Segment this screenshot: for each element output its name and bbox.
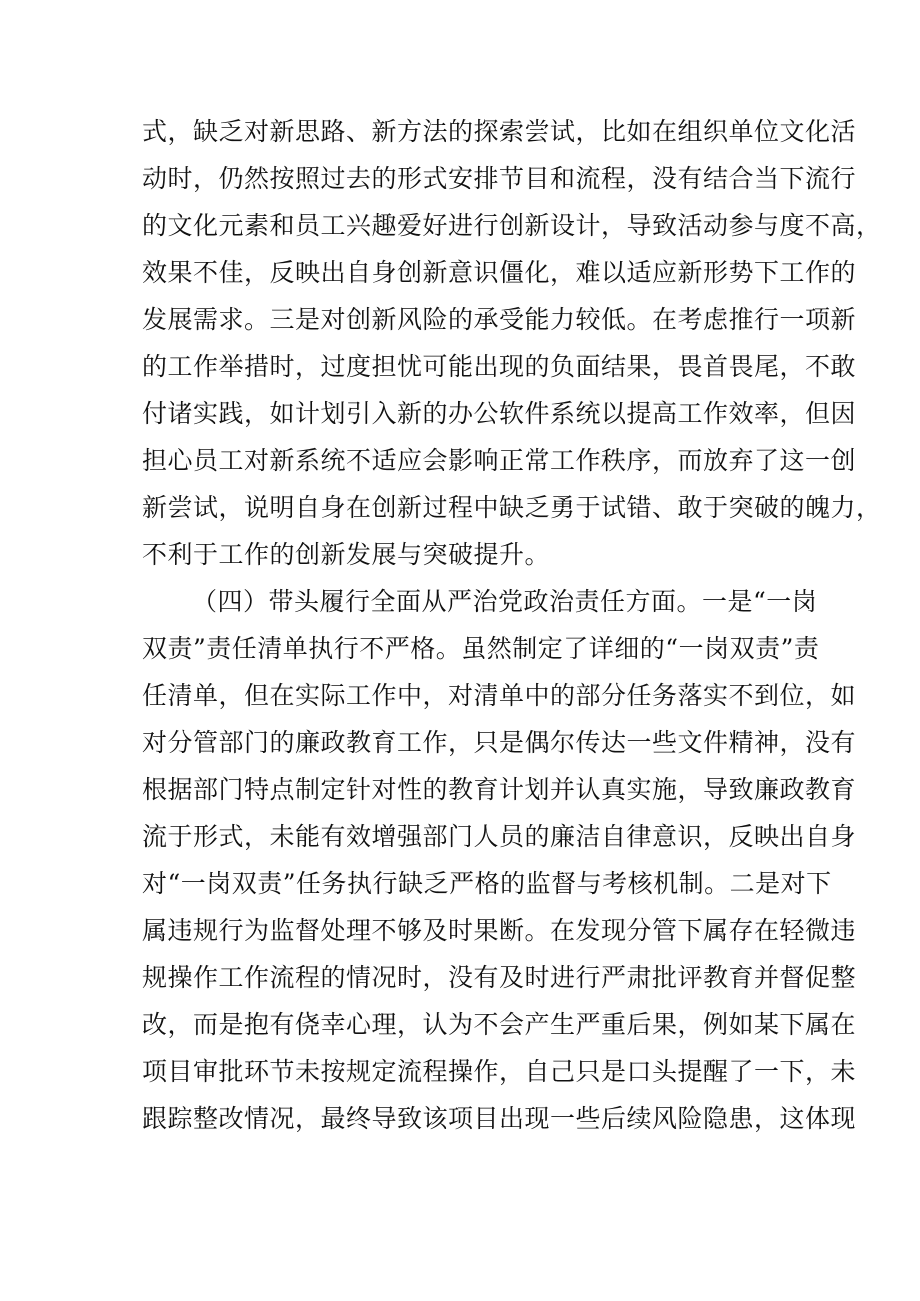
- text-line: 双责”责任清单执行不严格。虽然制定了详细的“一岗双责”责: [142, 634, 820, 663]
- text-line: 项目审批环节未按规定流程操作，自己只是口头提醒了一下，未: [142, 1057, 857, 1086]
- text-line: 效果不佳，反映出自身创新意识僵化，难以适应新形势下工作的: [142, 258, 857, 287]
- text-line: 对分管部门的廉政教育工作，只是偶尔传达一些文件精神，没有: [142, 728, 857, 757]
- text-line: 新尝试，说明自身在创新过程中缺乏勇于试错、敢于突破的魄力，: [142, 493, 882, 522]
- text-line: 改，而是抱有侥幸心理，认为不会产生严重后果，例如某下属在: [142, 1010, 857, 1039]
- text-line: 担心员工对新系统不适应会影响正常工作秩序，而放弃了这一创: [142, 446, 857, 475]
- text-line: 根据部门特点制定针对性的教育计划并认真实施，导致廉政教育: [142, 775, 857, 804]
- text-line: 对“一岗双责”任务执行缺乏严格的监督与考核机制。二是对下: [142, 869, 832, 898]
- text-line: 规操作工作流程的情况时，没有及时进行严肃批评教育并督促整: [142, 963, 857, 992]
- text-line: 付诸实践，如计划引入新的办公软件系统以提高工作效率，但因: [142, 399, 857, 428]
- text-line: 任清单，但在实际工作中，对清单中的部分任务落实不到位，如: [142, 681, 857, 710]
- text-line: 发展需求。三是对创新风险的承受能力较低。在考虑推行一项新: [142, 305, 857, 334]
- text-line: 不利于工作的创新发展与突破提升。: [142, 540, 551, 569]
- text-line: 属违规行为监督处理不够及时果断。在发现分管下属存在轻微违: [142, 916, 857, 945]
- text-line: 动时，仍然按照过去的形式安排节目和流程，没有结合当下流行: [142, 164, 857, 193]
- text-line: 跟踪整改情况，最终导致该项目出现一些后续风险隐患，这体现: [142, 1104, 857, 1133]
- text-line: 的工作举措时，过度担忧可能出现的负面结果，畏首畏尾，不敢: [142, 352, 857, 381]
- text-line: 式，缺乏对新思路、新方法的探索尝试，比如在组织单位文化活: [142, 117, 857, 146]
- section-heading-line: （四）带头履行全面从严治党政治责任方面。一是“一岗: [192, 587, 818, 616]
- text-line: 的文化元素和员工兴趣爱好进行创新设计，导致活动参与度不高，: [142, 211, 882, 240]
- body-text: [142, 108, 882, 1142]
- text-line: 流于形式，未能有效增强部门人员的廉洁自律意识，反映出自身: [142, 822, 857, 851]
